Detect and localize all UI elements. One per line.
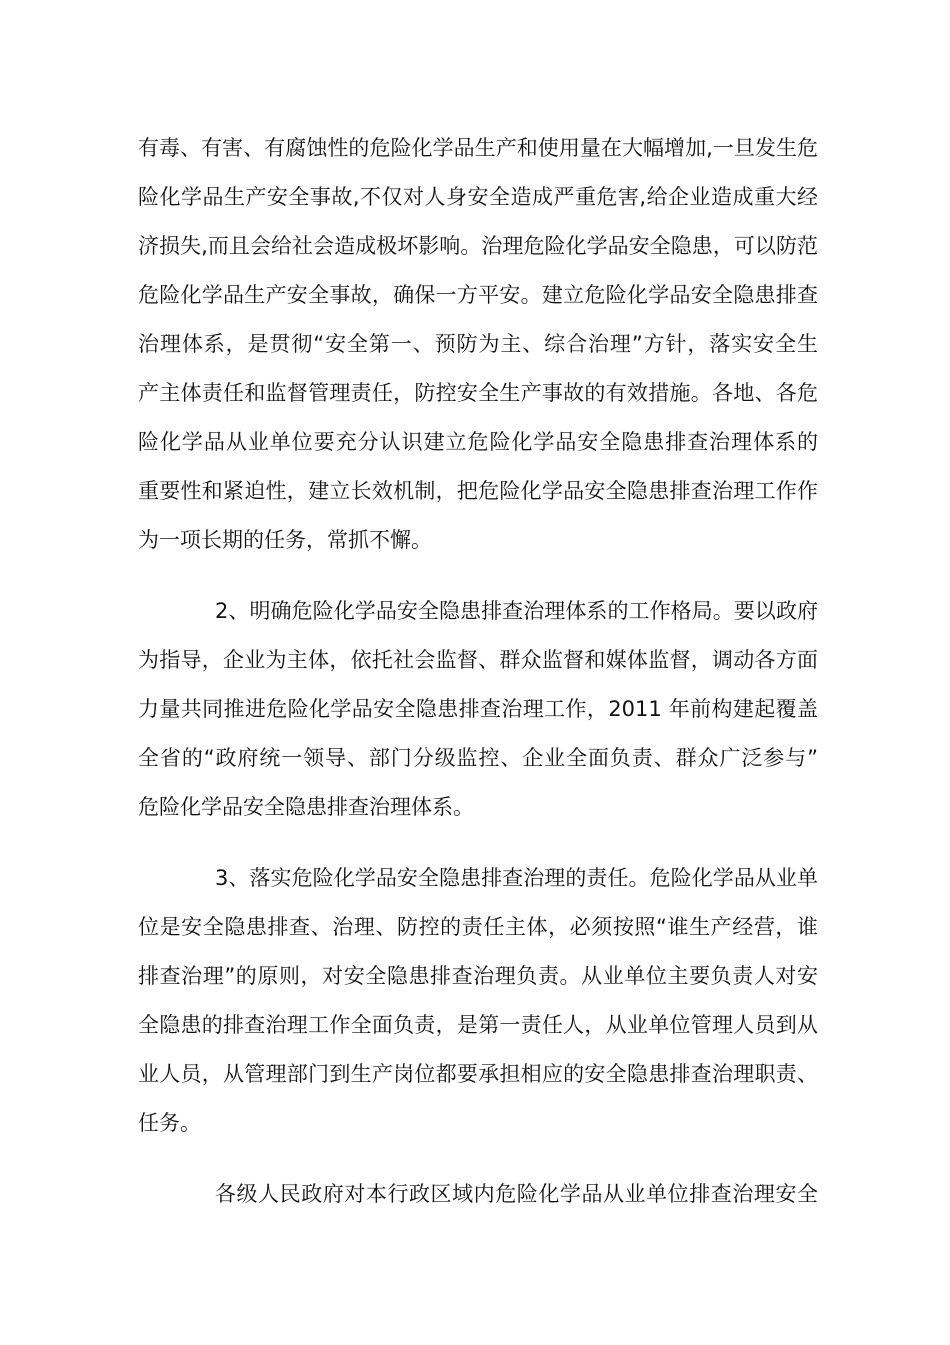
text-line: 治理体系，是贯彻“安全第一、预防为主、综合治理”方针，落实安全生 xyxy=(138,332,818,356)
text-line: 各级人民政府对本行政区域内危险化学品从业单位排查治理安全 xyxy=(215,1182,818,1206)
text-line: 为一项长期的任务，常抓不懈。 xyxy=(138,528,432,552)
text-line: 业人员，从管理部门到生产岗位都要承担相应的安全隐患排查治理职责、 xyxy=(138,1062,818,1086)
text-line: 全省的“政府统一领导、部门分级监控、企业全面负责、群众广泛参与” xyxy=(138,746,818,770)
text-line: 为指导，企业为主体，依托社会监督、群众监督和媒体监督，调动各方面 xyxy=(138,648,818,672)
text-line: 位是安全隐患排查、治理、防控的责任主体，必须按照“谁生产经营，谁 xyxy=(138,915,818,939)
text-line: 3、落实危险化学品安全隐患排查治理的责任。危险化学品从业单 xyxy=(215,866,818,890)
text-line: 全隐患的排查治理工作全面负责，是第一责任人，从业单位管理人员到从 xyxy=(138,1013,818,1037)
text-line: 产主体责任和监督管理责任，防控安全生产事故的有效措施。各地、各危 xyxy=(138,381,818,405)
text-line: 济损失,而且会给社会造成极坏影响。治理危险化学品安全隐患，可以防范 xyxy=(138,234,818,258)
text-line: 2、明确危险化学品安全隐患排查治理体系的工作格局。要以政府 xyxy=(215,599,818,623)
text-line: 重要性和紧迫性，建立长效机制，把危险化学品安全隐患排查治理工作作 xyxy=(138,479,818,503)
text-line: 危险化学品生产安全事故，确保一方平安。建立危险化学品安全隐患排查 xyxy=(138,283,818,307)
text-line: 险化学品生产安全事故,不仅对人身安全造成严重危害,给企业造成重大经 xyxy=(138,185,818,209)
text-line: 排查治理”的原则，对安全隐患排查治理负责。从业单位主要负责人对安 xyxy=(138,964,818,988)
text-line: 有毒、有害、有腐蚀性的危险化学品生产和使用量在大幅增加,一旦发生危 xyxy=(138,136,818,160)
text-line: 力量共同推进危险化学品安全隐患排查治理工作，2011 年前构建起覆盖 xyxy=(138,697,818,721)
text-line: 险化学品从业单位要充分认识建立危险化学品安全隐患排查治理体系的 xyxy=(138,430,818,454)
text-line: 任务。 xyxy=(138,1111,201,1135)
text-line: 危险化学品安全隐患排查治理体系。 xyxy=(138,795,474,819)
